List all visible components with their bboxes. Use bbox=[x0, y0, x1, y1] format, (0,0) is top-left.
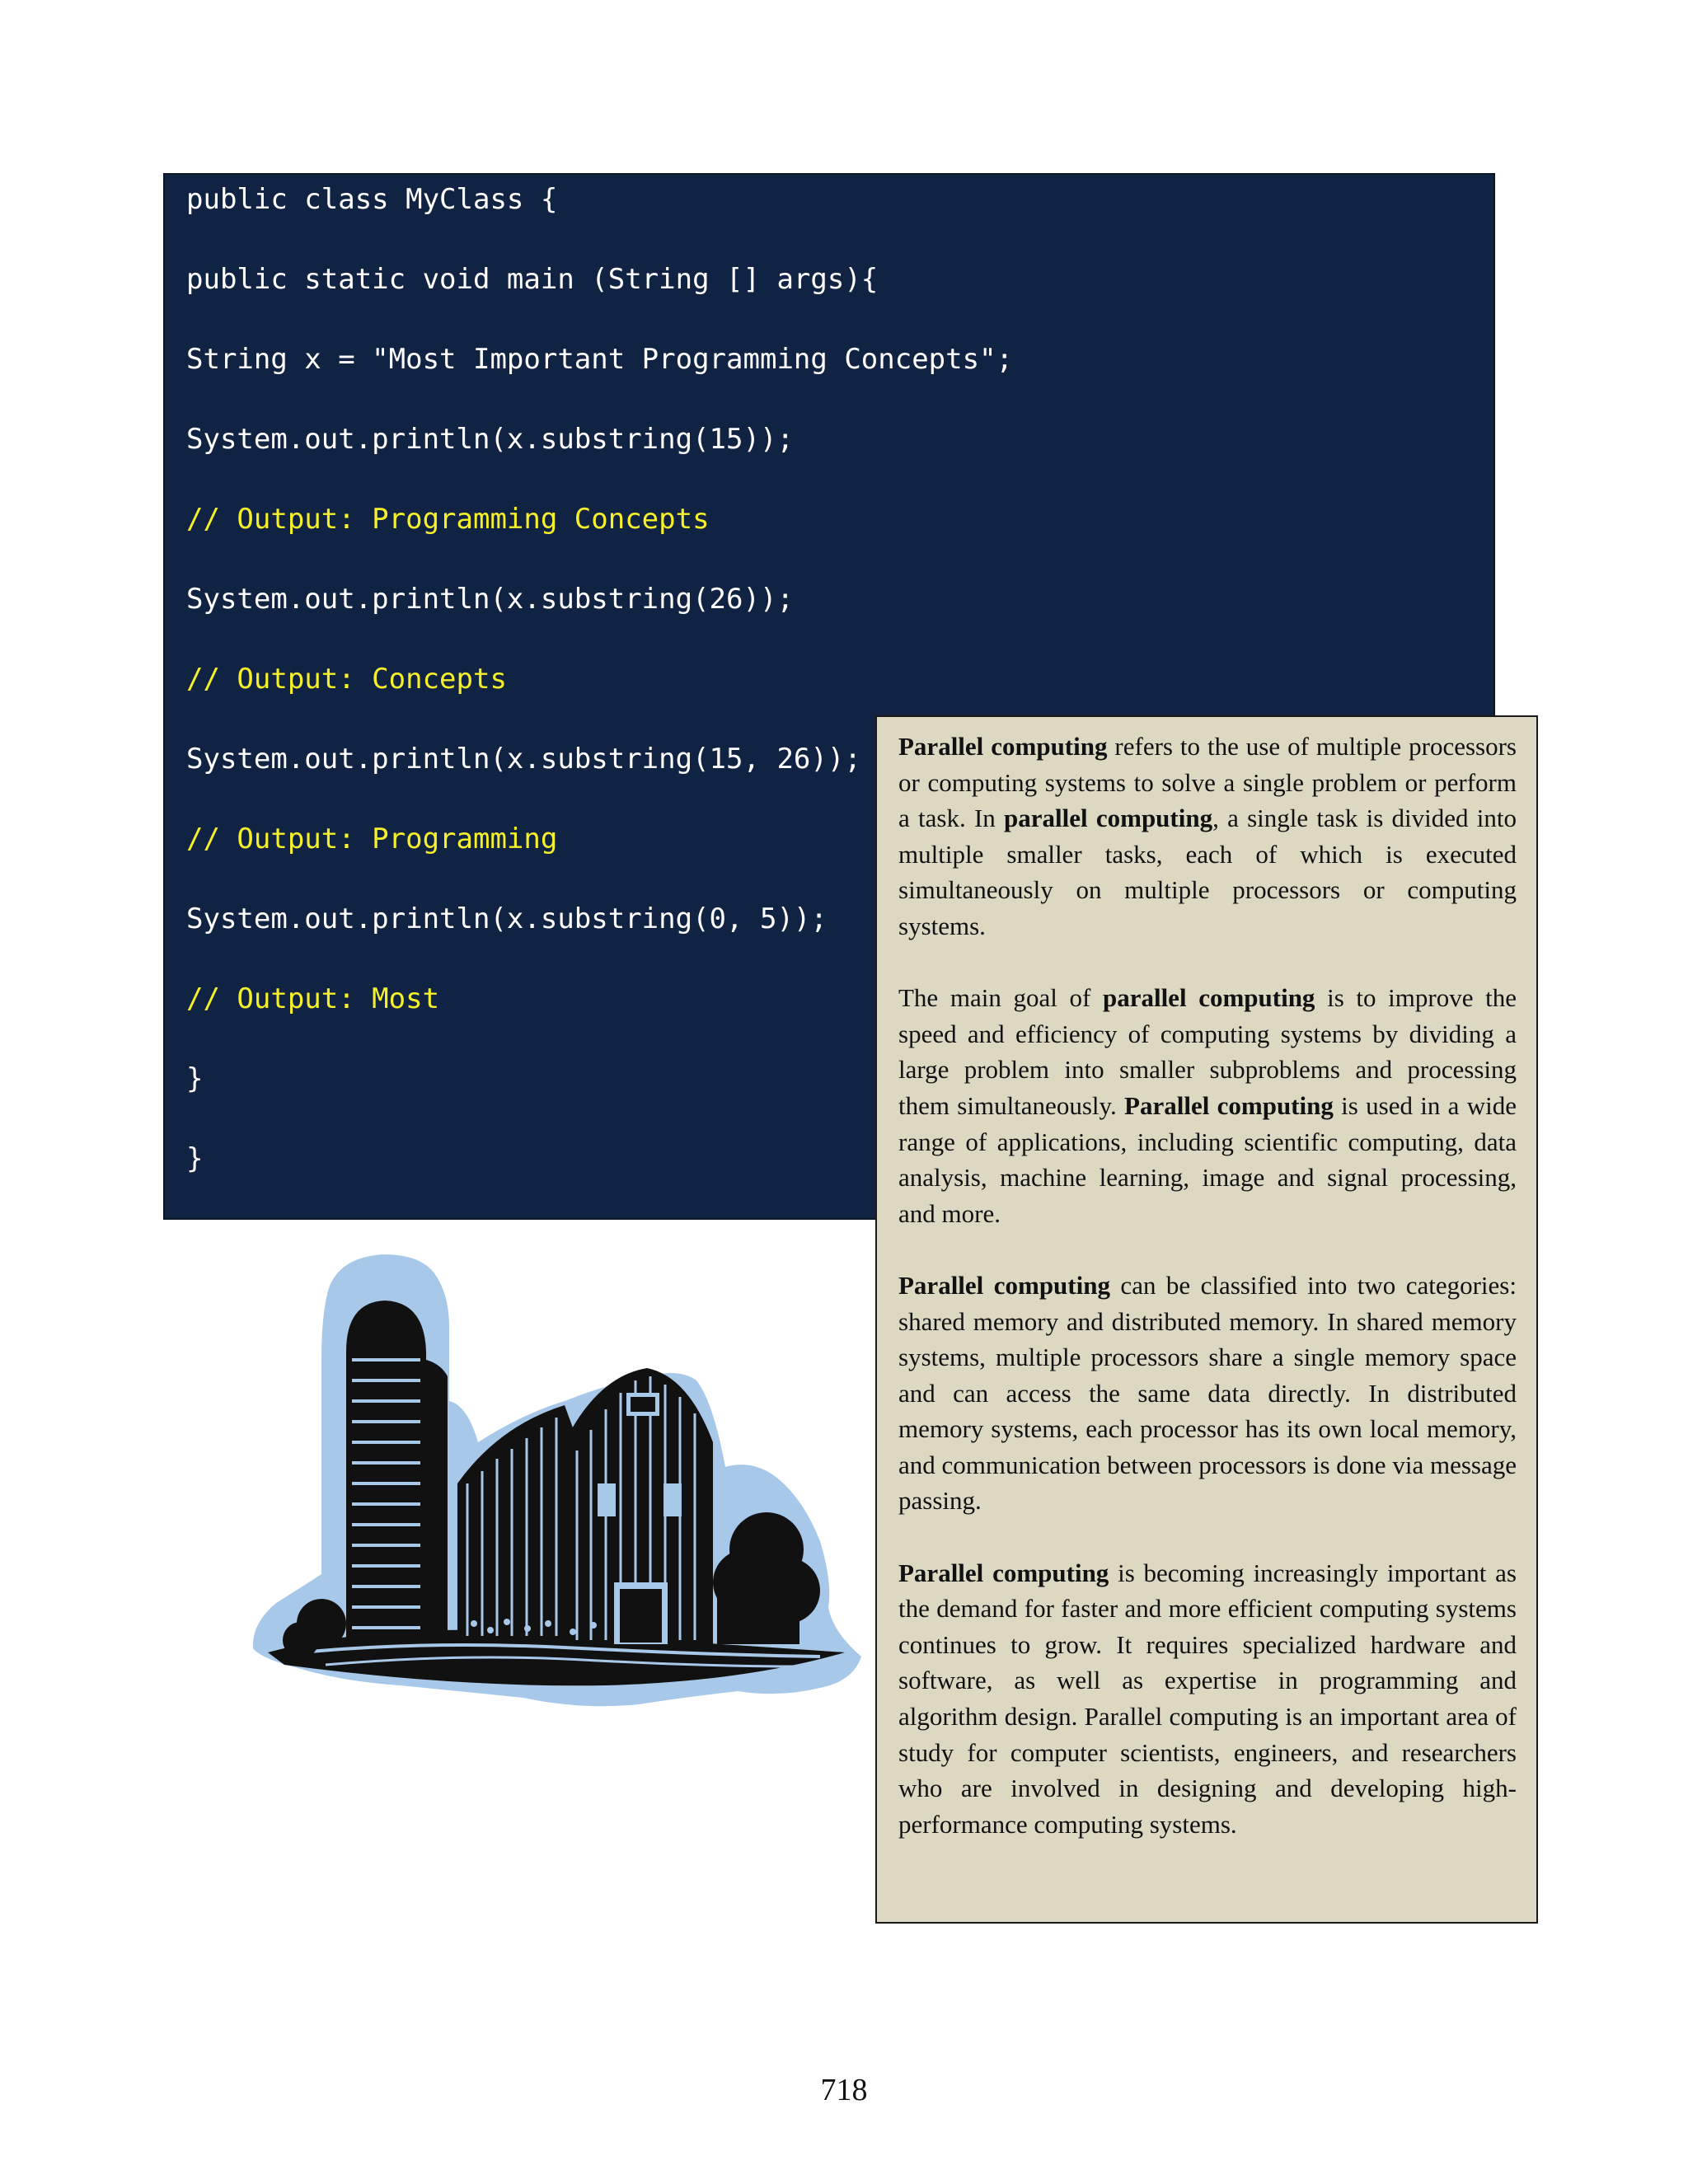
bold-term: Parallel computing bbox=[898, 1270, 1110, 1300]
code-line: System.out.println(x.substring(0, 5)); bbox=[186, 902, 828, 935]
text-paragraph bbox=[898, 729, 1517, 944]
text-run: is becoming increasingly important as the demand for faster and more efficient computing systems continues to grow. It requires specialized hardware and software, as well as expertise in programming and algorithm design. Parallel computing is an important area of study for computer scientists, engineers, and researchers who are involved in designing and developing high-performance computing systems. bbox=[898, 1558, 1517, 1839]
text-paragraph bbox=[898, 1555, 1517, 1843]
code-comment-line: // Output: Concepts bbox=[186, 663, 507, 696]
text-paragraph bbox=[898, 1268, 1517, 1519]
code-line: String x = "Most Important Programming Concepts"; bbox=[186, 343, 1014, 376]
bold-term: Parallel computing bbox=[1124, 1090, 1334, 1120]
text-run: The main goal of bbox=[898, 983, 1103, 1013]
text-run: , a single task is divided into multiple smaller tasks, each of which is executed simultaneously on multiple processors or computing systems. bbox=[898, 804, 1517, 940]
text-run: is used in a wide range of applications, including scientific computing, data analysis, machine learning, image and signal processing, and more. bbox=[898, 1090, 1517, 1228]
barn-silo-icon bbox=[251, 1236, 861, 1731]
parallel-computing-textbox bbox=[875, 715, 1538, 1924]
code-line: System.out.println(x.substring(15)); bbox=[186, 423, 794, 456]
code-line: } bbox=[186, 1062, 204, 1095]
bold-term: Parallel computing bbox=[898, 732, 1108, 761]
bold-term: parallel computing bbox=[1102, 983, 1315, 1013]
text-paragraph bbox=[898, 980, 1517, 1231]
code-line: System.out.println(x.substring(15, 26)); bbox=[186, 743, 861, 776]
bold-term: parallel computing bbox=[1004, 804, 1213, 833]
code-line: public class MyClass { bbox=[186, 183, 558, 216]
code-comment-line: // Output: Programming Concepts bbox=[186, 503, 710, 536]
code-line: } bbox=[186, 1142, 204, 1175]
code-comment-line: // Output: Programming bbox=[186, 823, 558, 855]
code-comment-line: // Output: Most bbox=[186, 982, 440, 1015]
page-number: 718 bbox=[820, 2073, 868, 2107]
barn-silo-illustration bbox=[251, 1236, 861, 1731]
text-run: is to improve the speed and efficiency of computing systems by dividing a large problem into smaller subproblems and processing them simultaneously. bbox=[898, 983, 1517, 1120]
code-line: System.out.println(x.substring(26)); bbox=[186, 583, 794, 616]
bold-term: Parallel computing bbox=[898, 1558, 1109, 1587]
text-run: refers to the use of multiple processors or computing systems to solve a single problem or perform a task. In bbox=[898, 732, 1517, 833]
code-line: public static void main (String [] args){ bbox=[186, 263, 879, 296]
text-run: can be classified into two categories: shared memory and distributed memory. In shared memory systems, multiple processors share a single memory space and can access the same data directly. In distributed memory systems, each processor has its own local memory, and communication between processors is done via message passing. bbox=[898, 1270, 1517, 1516]
